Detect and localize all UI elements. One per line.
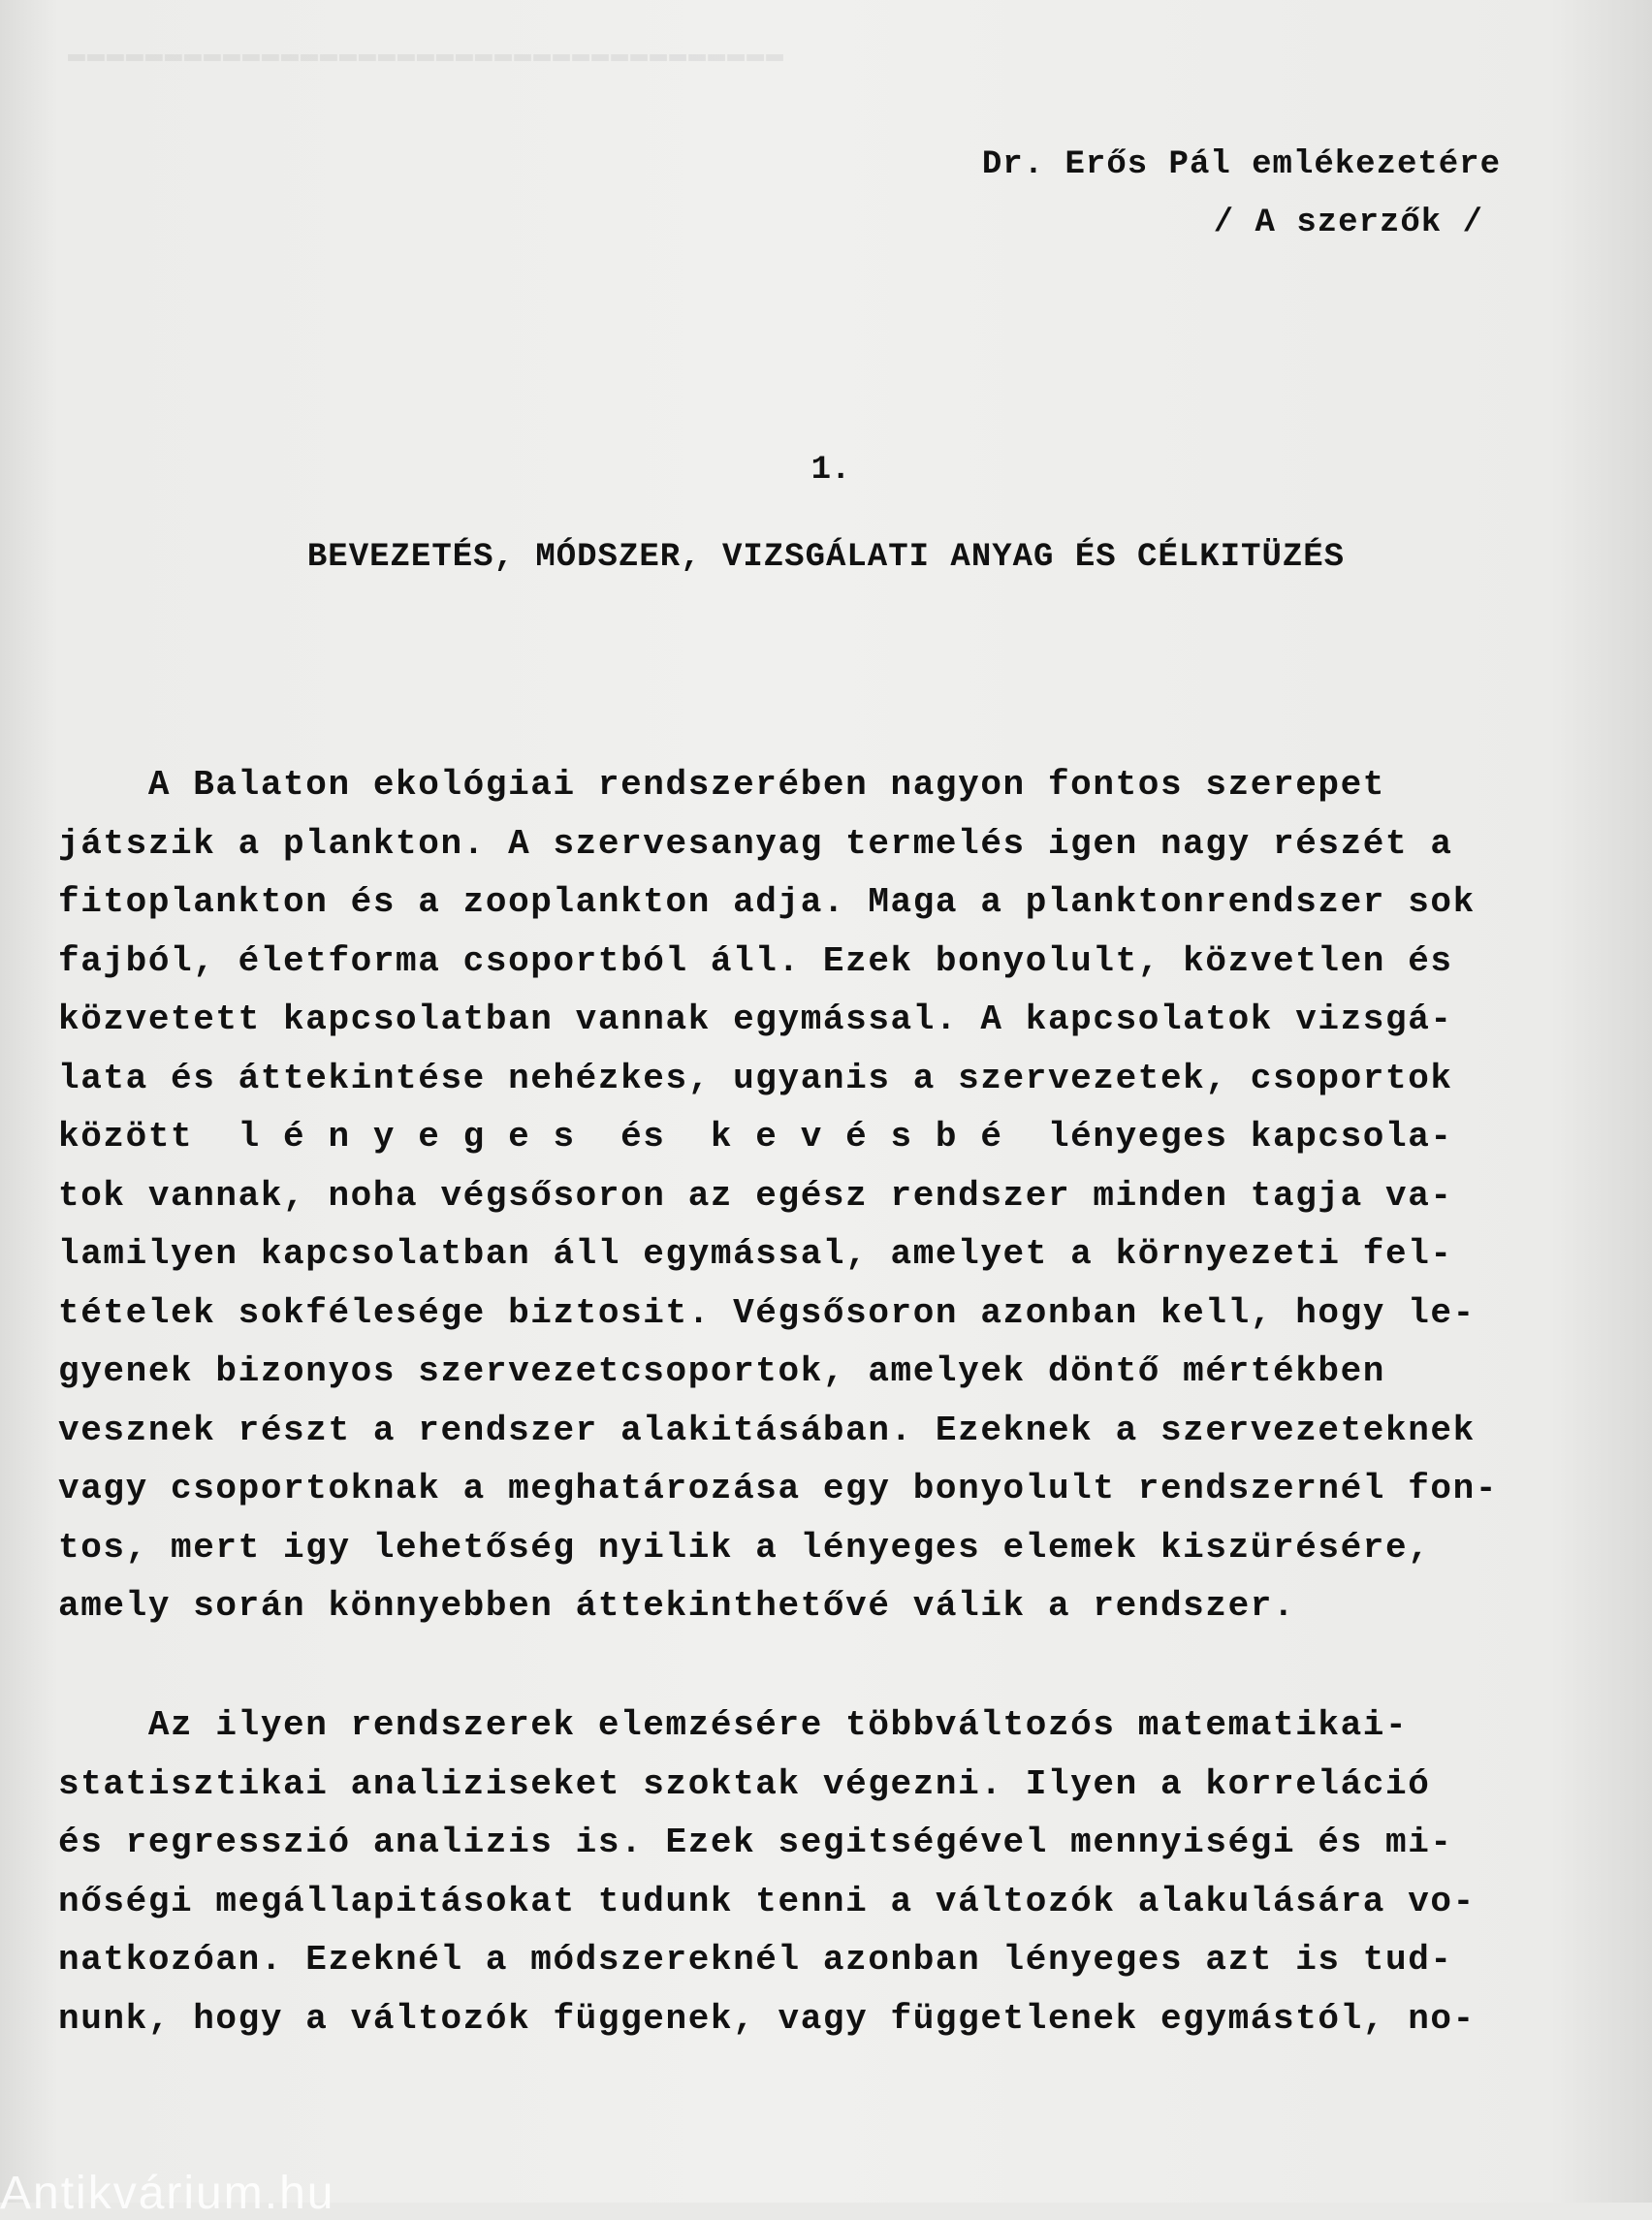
paragraph-1 <box>58 756 1580 1636</box>
text-line: nunk, hogy a változók függenek, vagy függetlenek egymástól, no- <box>58 1998 1476 2039</box>
text-line: statisztikai analiziseket szoktak végezni. Ilyen a korreláció <box>58 1763 1431 1804</box>
text-line: játszik a plankton. A szervesanyag termelés igen nagy részét a <box>58 823 1453 864</box>
dedication-line: Dr. Erős Pál emlékezetére <box>981 146 1501 183</box>
text-line: és regresszió analizis is. Ezek segitségével mennyiségi és mi- <box>58 1823 1453 1862</box>
chapter-number: 1. <box>810 452 851 489</box>
text-line: tételek sokfélesége biztosit. Végsősoron azonban kell, hogy le- <box>58 1292 1476 1333</box>
text-line: Az ilyen rendszerek elemzésére többváltozós matematikai- <box>58 1705 1409 1745</box>
text-line: amely során könnyebben áttekinthetővé válik a rendszer. <box>58 1586 1296 1626</box>
text-line: fajból, életforma csoportból áll. Ezek bonyolult, közvetlen és <box>58 940 1453 981</box>
text-line: között l é n y e g e s és k e v é s b é lényeges kapcsola- <box>58 1117 1453 1157</box>
chapter-title: BEVEZETÉS, MÓDSZER, VIZSGÁLATI ANYAG ÉS CÉLKITÜZÉS <box>306 539 1346 576</box>
watermark: Antikvárium.hu <box>0 2168 335 2219</box>
text-line: vagy csoportoknak a meghatározása egy bonyolult rendszernél fon- <box>58 1469 1499 1508</box>
bleed-through-texture: ▬▬▬▬▬▬▬▬▬▬▬▬▬▬▬▬▬▬▬▬▬▬▬▬▬▬▬▬▬▬▬▬▬▬▬▬▬ <box>68 39 786 72</box>
paragraph-2 <box>58 1697 1580 2048</box>
text-line: fitoplankton és a zooplankton adja. Maga a planktonrendszer sok <box>58 882 1476 922</box>
text-line: tos, mert igy lehetőség nyilik a lényeges elemek kiszürésére, <box>58 1527 1431 1568</box>
dedication <box>982 136 1501 252</box>
text-line: nőségi megállapitásokat tudunk tenni a változók alakulására vo- <box>58 1881 1476 1921</box>
text-line: gyenek bizonyos szervezetcsoportok, amelyek döntő mértékben <box>58 1351 1386 1391</box>
text-line: lata és áttekintése nehézkes, ugyanis a szervezetek, csoportok <box>58 1058 1453 1098</box>
text-line: tok vannak, noha végsősoron az egész rendszer minden tagja va- <box>58 1175 1453 1216</box>
text-line: vesznek részt a rendszer alakitásában. Ezeknek a szervezeteknek <box>58 1410 1476 1450</box>
text-line: közvetett kapcsolatban vannak egymással. A kapcsolatok vizsgá- <box>58 999 1453 1039</box>
text-line: natkozóan. Ezeknél a módszereknél azonban lényeges azt is tud- <box>58 1940 1453 1980</box>
text-line: A Balaton ekológiai rendszerében nagyon fontos szerepet <box>58 765 1386 805</box>
text-line: lamilyen kapcsolatban áll egymással, amelyet a környezeti fel- <box>58 1234 1453 1274</box>
dedication-authors: / A szerzők / <box>1213 205 1483 241</box>
